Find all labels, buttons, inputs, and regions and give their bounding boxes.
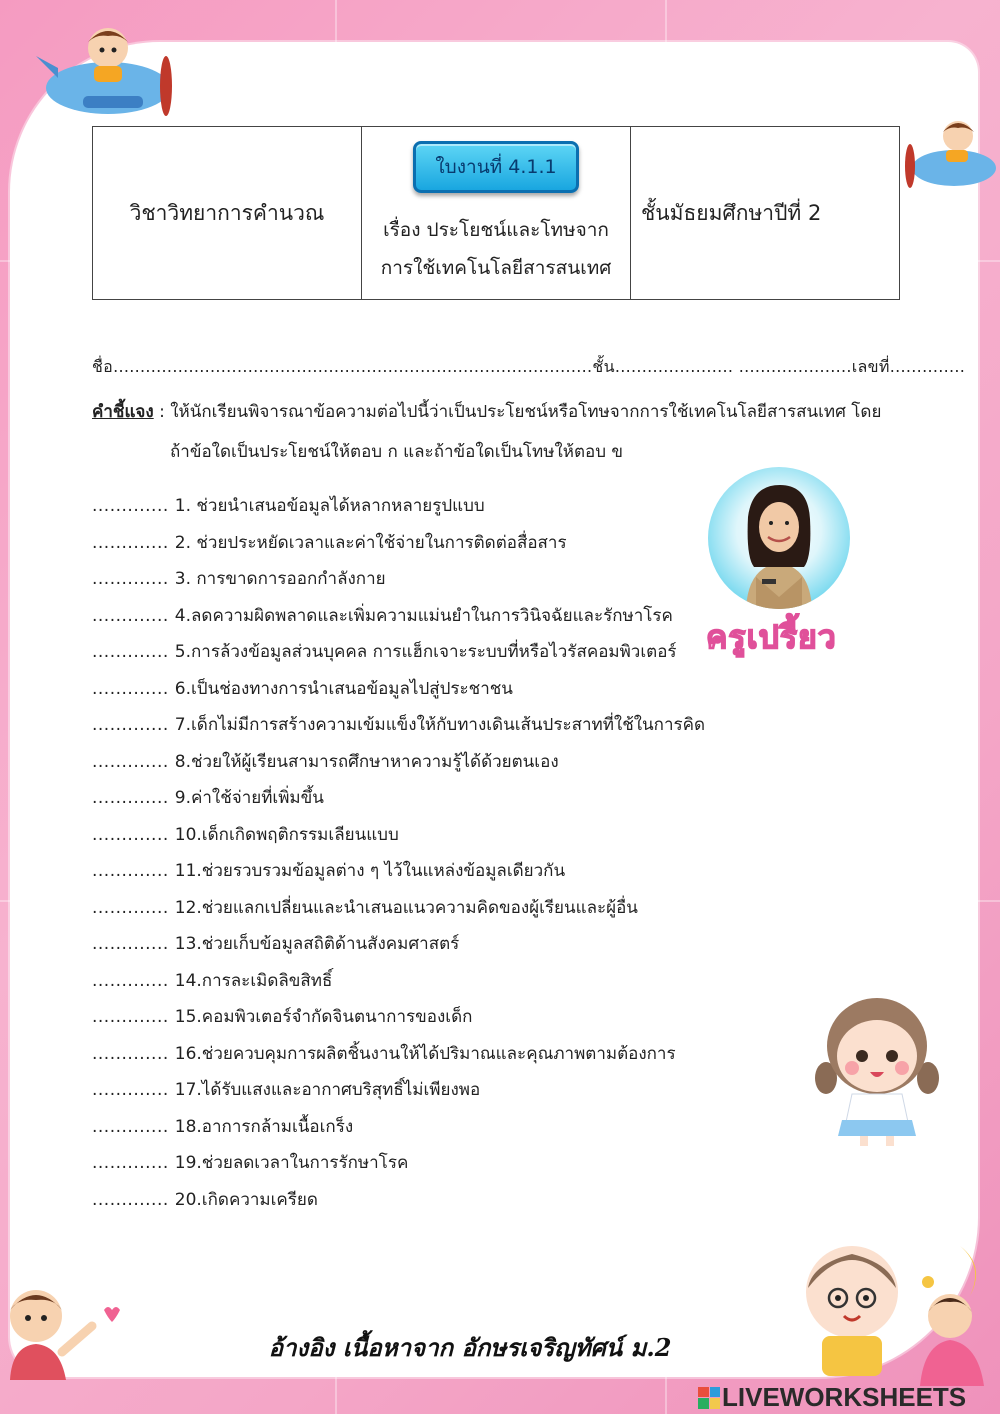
topic-line: เรื่อง ประโยชน์และโทษจาก (383, 219, 609, 241)
answer-blank[interactable]: ............. (92, 605, 169, 626)
question-number: 15. (174, 1007, 202, 1027)
question-text: เป็นช่องทางการนำเสนอข้อมูลไปสู่ประชาชน (190, 678, 513, 699)
question-number: 5. (174, 642, 191, 662)
question-item (92, 780, 705, 817)
instructions (92, 392, 922, 472)
answer-blank[interactable]: ............. (92, 1043, 169, 1064)
question-number: 10. (174, 824, 202, 845)
question-text: คอมพิวเตอร์จำกัดจินตนาการของเด็ก (201, 1007, 473, 1027)
question-number: 6. (174, 678, 191, 699)
answer-blank[interactable]: ............. (92, 1153, 169, 1173)
question-number: 16. (174, 1043, 202, 1064)
question-number: 17. (174, 1080, 202, 1100)
instructions-label: คำชี้แจง (92, 402, 154, 422)
topic-title (381, 211, 612, 287)
question-number: 7. (174, 715, 191, 735)
question-text: ช่วยแลกเปลี่ยนและนำเสนอแนวความคิดของผู้เรียนและผู้อื่น (201, 897, 638, 918)
question-number: 18. (174, 1116, 202, 1137)
answer-blank[interactable]: ............. (92, 861, 169, 881)
question-item (92, 744, 705, 781)
question-text: ช่วยเก็บข้อมูลสถิติด้านสังคมศาสตร์ (201, 934, 460, 954)
answer-blank[interactable]: ............. (92, 788, 169, 808)
instructions-text: ถ้าข้อใดเป็นประโยชน์ให้ตอบ ก และถ้าข้อใดเป็นโทษให้ตอบ ข (170, 442, 624, 462)
question-item (92, 890, 705, 927)
answer-blank[interactable]: ............. (92, 1189, 169, 1210)
question-item (92, 1182, 705, 1219)
header-table (92, 126, 900, 300)
question-number: 19. (174, 1153, 202, 1173)
question-text: เด็กไม่มีการสร้างความเข้มแข็งให้กับทางเดินเส้นประสาทที่ใช้ในการคิด (190, 715, 706, 735)
worksheet-number-badge: ใบงานที่ 4.1.1 (413, 141, 579, 193)
answer-blank[interactable]: ............. (92, 715, 169, 735)
question-list (92, 488, 705, 1218)
question-text: ลดความผิดพลาดและเพิ่มความแม่นยำในการวินิจฉัยและรักษาโรค (190, 605, 673, 626)
question-text: เกิดความเครียด (201, 1189, 318, 1210)
question-text: ช่วยควบคุมการผลิตชิ้นงานให้ได้ปริมาณและคุณภาพตามต้องการ (201, 1043, 676, 1064)
answer-blank[interactable]: ............. (92, 678, 169, 699)
question-text: การละเมิดลิขสิทธิ์ (201, 970, 333, 991)
question-text: ช่วยประหยัดเวลาและค่าใช้จ่ายในการติดต่อสื่อสาร (190, 532, 567, 553)
answer-blank[interactable]: ............. (92, 751, 169, 772)
question-number: 8. (174, 751, 191, 772)
answer-blank[interactable]: ............. (92, 642, 169, 662)
liveworksheets-logo (698, 1382, 966, 1413)
answer-blank[interactable]: ............. (92, 970, 169, 991)
question-item (92, 926, 705, 963)
question-item (92, 1145, 705, 1182)
airplane-kid-illustration (28, 8, 178, 133)
student-info-line: ชื่อ.........................................................................................ชั้น...................... .....................เลขที่.............. (92, 357, 966, 376)
question-number: 9. (174, 788, 191, 808)
answer-blank[interactable]: ............. (92, 569, 169, 589)
question-text: ค่าใช้จ่ายที่เพิ่มขึ้น (190, 788, 324, 808)
teacher-photo (708, 467, 850, 609)
question-item (92, 488, 705, 525)
question-text: ช่วยให้ผู้เรียนสามารถศึกษาหาความรู้ได้ด้วยตนเอง (190, 751, 559, 772)
question-number: 3. (174, 569, 191, 589)
question-item (92, 853, 705, 890)
topic-line: การใช้เทคโนโลยีสารสนเทศ (380, 257, 612, 279)
question-item (92, 963, 705, 1000)
question-text: ได้รับแสงและอากาศบริสุทธิ์ไม่เพียงพอ (201, 1080, 481, 1100)
cartoon-girl-illustration (812, 990, 942, 1148)
question-number: 1. (174, 496, 191, 516)
question-number: 11. (174, 861, 202, 881)
question-text: อาการกล้ามเนื้อเกร็ง (201, 1116, 354, 1137)
liveworksheets-logo-text: LIVEWORKSHEETS (722, 1382, 967, 1412)
worksheet-title-cell (362, 127, 631, 299)
answer-blank[interactable]: ............. (92, 1116, 169, 1137)
answer-blank[interactable]: ............. (92, 824, 169, 845)
question-text: เด็กเกิดพฤติกรรมเลียนแบบ (201, 824, 399, 845)
question-number: 4. (174, 605, 191, 626)
answer-blank[interactable]: ............. (92, 532, 169, 553)
question-text: การขาดการออกกำลังกาย (190, 569, 386, 589)
teacher-name: ครูเปรี้ยว (706, 618, 837, 656)
question-item (92, 598, 705, 635)
instructions-text: ให้นักเรียนพิจารณาข้อความต่อไปนี้ว่าเป็นประโยชน์หรือโทษจากการใช้เทคโนโลยีสารสนเทศ โดย (170, 402, 882, 422)
answer-blank[interactable]: ............. (92, 1007, 169, 1027)
instructions-line (92, 392, 922, 432)
liveworksheets-logo-icon (698, 1387, 720, 1409)
question-number: 20. (174, 1189, 202, 1210)
question-item (92, 525, 705, 562)
question-item (92, 561, 705, 598)
question-text: การล้วงข้อมูลส่วนบุคคล การแฮ็กเจาะระบบที่หรือไวรัสคอมพิวเตอร์ (190, 642, 677, 662)
answer-blank[interactable]: ............. (92, 897, 169, 918)
answer-blank[interactable]: ............. (92, 934, 169, 954)
question-item (92, 634, 705, 671)
question-text: ช่วยนำเสนอข้อมูลได้หลากหลายรูปแบบ (190, 496, 485, 516)
question-text: ช่วยรวบรวมข้อมูลต่าง ๆ ไว้ในแหล่งข้อมูลเดียวกัน (201, 861, 566, 881)
grade-level: ชั้นมัธยมศึกษาปีที่ 2 (641, 200, 822, 225)
reference-text: อ้างอิง เนื้อหาจาก อักษรเจริญทัศน์ ม.2 (268, 1333, 672, 1362)
airplane-kid-illustration (902, 108, 1000, 203)
question-item (92, 999, 705, 1036)
answer-blank[interactable]: ............. (92, 496, 169, 516)
question-number: 2. (174, 532, 191, 553)
question-item (92, 1109, 705, 1146)
question-item (92, 671, 705, 708)
question-number: 13. (174, 934, 202, 954)
question-item (92, 707, 705, 744)
question-item (92, 1036, 705, 1073)
question-item (92, 817, 705, 854)
answer-blank[interactable]: ............. (92, 1080, 169, 1100)
instructions-colon: : (153, 402, 171, 422)
question-number: 12. (174, 897, 202, 918)
question-item (92, 1072, 705, 1109)
subject-title: วิชาวิทยาการคำนวณ (93, 127, 362, 299)
question-text: ช่วยลดเวลาในการรักษาโรค (201, 1153, 409, 1173)
question-number: 14. (174, 970, 202, 991)
